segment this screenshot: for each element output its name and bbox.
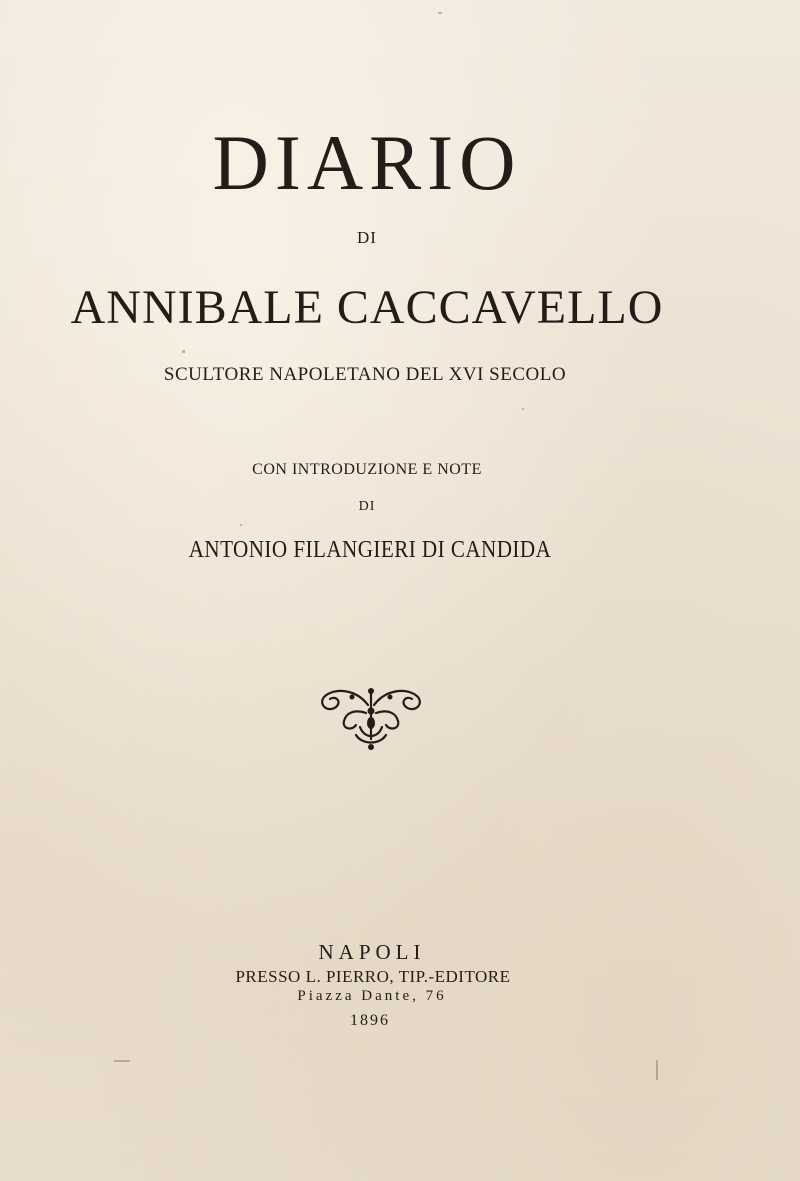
author-name: ANNIBALE CACCAVELLO [70, 281, 664, 334]
paper-speck [522, 408, 524, 410]
imprint-city: NAPOLI [318, 940, 426, 964]
editor-name: ANTONIO FILANGIERI DI CANDIDA [188, 537, 552, 563]
imprint-address: Piazza Dante, 76 [297, 988, 447, 1004]
paper-speck [656, 1060, 658, 1080]
paper-speck [438, 12, 442, 14]
imprint-publisher: PRESSO L. PIERRO, TIP.-EDITORE [235, 967, 511, 986]
imprint-year: 1896 [350, 1012, 390, 1029]
introduction-note: CON INTRODUZIONE E NOTE [252, 461, 482, 478]
paper-speck [240, 524, 242, 526]
paper-speck [182, 350, 185, 353]
author-description: SCULTORE NAPOLETANO DEL XVI SECOLO [163, 364, 567, 385]
by-label: DI [357, 228, 377, 247]
book-title: DIARIO [212, 119, 522, 206]
paper-speck [114, 1060, 130, 1062]
editor-by-label: DI [358, 499, 376, 514]
floral-ornament-icon [316, 683, 426, 753]
